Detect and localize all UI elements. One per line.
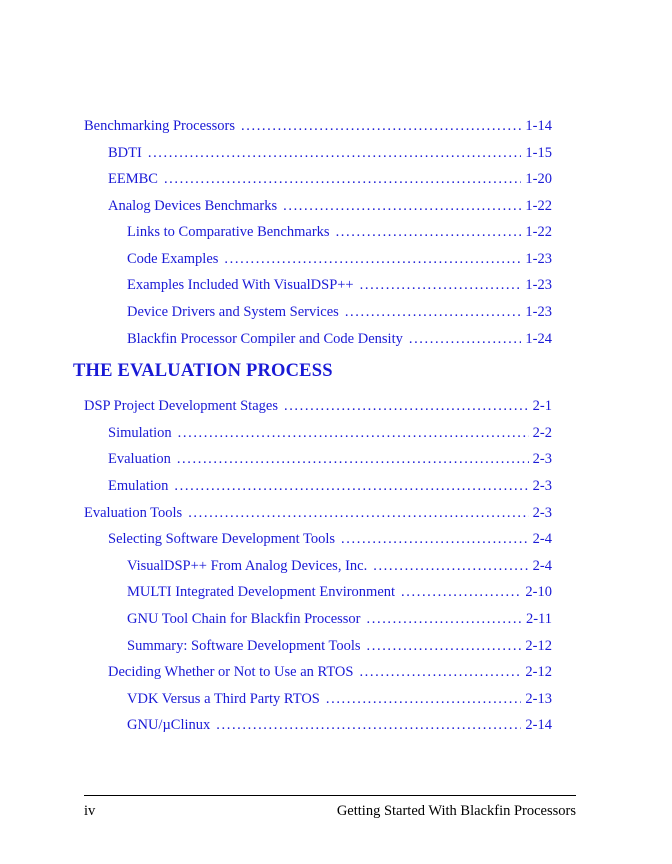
footer-rule	[84, 795, 576, 796]
toc-entry-label: MULTI Integrated Development Environment	[127, 584, 396, 600]
toc-leader-dots	[224, 251, 521, 268]
toc-leader-dots	[367, 611, 522, 628]
toc-entry-gnu-uclinux[interactable]	[127, 717, 552, 737]
toc-entry-label: Evaluation	[108, 451, 171, 467]
toc-leader-dots	[178, 425, 529, 442]
toc-entry-bdti[interactable]	[108, 145, 552, 165]
toc-entry-page: 1-23	[525, 277, 552, 293]
toc-entry-label: Examples Included With VisualDSP++	[127, 277, 354, 293]
toc-leader-dots	[148, 145, 522, 162]
toc-entry-analog-devices-benchmarks[interactable]	[108, 198, 552, 218]
toc-leader-dots	[326, 691, 522, 708]
toc-entry-emulation[interactable]	[108, 478, 552, 498]
toc-entry-page: 1-23	[525, 304, 552, 320]
toc-entry-evaluation-tools[interactable]	[84, 505, 552, 525]
toc-entry-compiler-code-density[interactable]	[127, 331, 552, 351]
toc-entry-page: 1-22	[525, 224, 552, 240]
toc-entry-page: 2-14	[525, 717, 552, 733]
toc-entry-page: 2-10	[525, 584, 552, 600]
toc-leader-dots	[373, 558, 528, 575]
toc-entry-page: 2-12	[525, 664, 552, 680]
toc-entry-multi-ide[interactable]	[127, 584, 552, 604]
toc-entry-page: 1-24	[525, 331, 552, 347]
toc-leader-dots	[177, 451, 529, 468]
toc-entry-summary-software-development-tools[interactable]	[127, 638, 552, 658]
toc-leader-dots	[367, 638, 522, 655]
toc-entry-label: VDK Versus a Third Party RTOS	[127, 691, 320, 707]
toc-entry-code-examples[interactable]	[127, 251, 552, 271]
toc-entry-deciding-rtos[interactable]	[108, 664, 552, 684]
toc-entry-simulation[interactable]	[108, 425, 552, 445]
toc-entry-page: 1-15	[525, 145, 552, 161]
toc-entry-label: Code Examples	[127, 251, 219, 267]
toc-entry-page: 1-22	[525, 198, 552, 214]
toc-entry-label: DSP Project Development Stages	[84, 398, 278, 414]
toc-entry-page: 2-12	[525, 638, 552, 654]
toc-leader-dots	[409, 331, 522, 348]
toc-entry-device-drivers-system-services[interactable]	[127, 304, 552, 324]
toc-entry-page: 2-11	[525, 611, 552, 627]
toc-leader-dots	[188, 505, 528, 522]
toc-leader-dots	[164, 171, 521, 188]
toc-entry-label: Analog Devices Benchmarks	[108, 198, 278, 214]
toc-entry-page: 2-2	[532, 425, 552, 441]
toc-entry-dsp-project-development-stages[interactable]	[84, 398, 552, 418]
toc-entry-label: Summary: Software Development Tools	[127, 638, 361, 654]
toc-entry-label: Selecting Software Development Tools	[108, 531, 336, 547]
toc-entry-page: 1-14	[525, 118, 552, 134]
toc-entry-visualdsp-from-analog-devices[interactable]	[127, 558, 552, 578]
toc-entry-page: 2-13	[525, 691, 552, 707]
toc-entry-label: Evaluation Tools	[84, 505, 183, 521]
toc-entry-page: 2-3	[532, 451, 552, 467]
toc-entry-label: GNU Tool Chain for Blackfin Processor	[127, 611, 361, 627]
toc-leader-dots	[341, 531, 529, 548]
toc-leader-dots	[216, 717, 521, 734]
toc-leader-dots	[336, 224, 522, 241]
toc-leader-dots	[283, 198, 521, 215]
toc-entry-label: Deciding Whether or Not to Use an RTOS	[108, 664, 354, 680]
toc-leader-dots	[360, 277, 522, 294]
footer-book-title: Getting Started With Blackfin Processors	[336, 803, 576, 819]
toc-entry-label: Benchmarking Processors	[84, 118, 236, 134]
section-heading[interactable]: THE EVALUATION PROCESS	[73, 361, 333, 381]
toc-entry-label: Blackfin Processor Compiler and Code Density	[127, 331, 403, 347]
toc-entry-page: 2-1	[532, 398, 552, 414]
toc-leader-dots	[241, 118, 521, 135]
toc-entry-label: BDTI	[108, 145, 142, 161]
toc-entry-eembc[interactable]	[108, 171, 552, 191]
toc-entry-label: Links to Comparative Benchmarks	[127, 224, 330, 240]
toc-entry-page: 2-3	[532, 505, 552, 521]
toc-entry-page: 2-4	[532, 531, 552, 547]
toc-entry-page: 1-20	[525, 171, 552, 187]
toc-entry-label: Emulation	[108, 478, 169, 494]
toc-entry-evaluation[interactable]	[108, 451, 552, 471]
toc-entry-page: 1-23	[525, 251, 552, 267]
footer-page-number: iv	[84, 803, 96, 819]
toc-leader-dots	[345, 304, 522, 321]
toc-entry-page: 2-3	[532, 478, 552, 494]
toc-entry-label: GNU/µClinux	[127, 717, 211, 733]
toc-entry-selecting-software-development-tools[interactable]	[108, 531, 552, 551]
toc-entry-examples-included-visualdsp[interactable]	[127, 277, 552, 297]
toc-leader-dots	[359, 664, 521, 681]
toc-entry-label: Device Drivers and System Services	[127, 304, 339, 320]
toc-entry-label: Simulation	[108, 425, 172, 441]
toc-entry-label: EEMBC	[108, 171, 158, 187]
toc-entry-links-to-comparative-benchmarks[interactable]	[127, 224, 552, 244]
toc-entry-gnu-tool-chain[interactable]	[127, 611, 552, 631]
toc-entry-vdk-versus-third-party-rtos[interactable]	[127, 691, 552, 711]
toc-entry-benchmarking-processors[interactable]	[84, 118, 552, 138]
toc-leader-dots	[174, 478, 528, 495]
toc-entry-page: 2-4	[532, 558, 552, 574]
toc-leader-dots	[401, 584, 521, 601]
toc-entry-label: VisualDSP++ From Analog Devices, Inc.	[127, 558, 368, 574]
toc-leader-dots	[284, 398, 529, 415]
